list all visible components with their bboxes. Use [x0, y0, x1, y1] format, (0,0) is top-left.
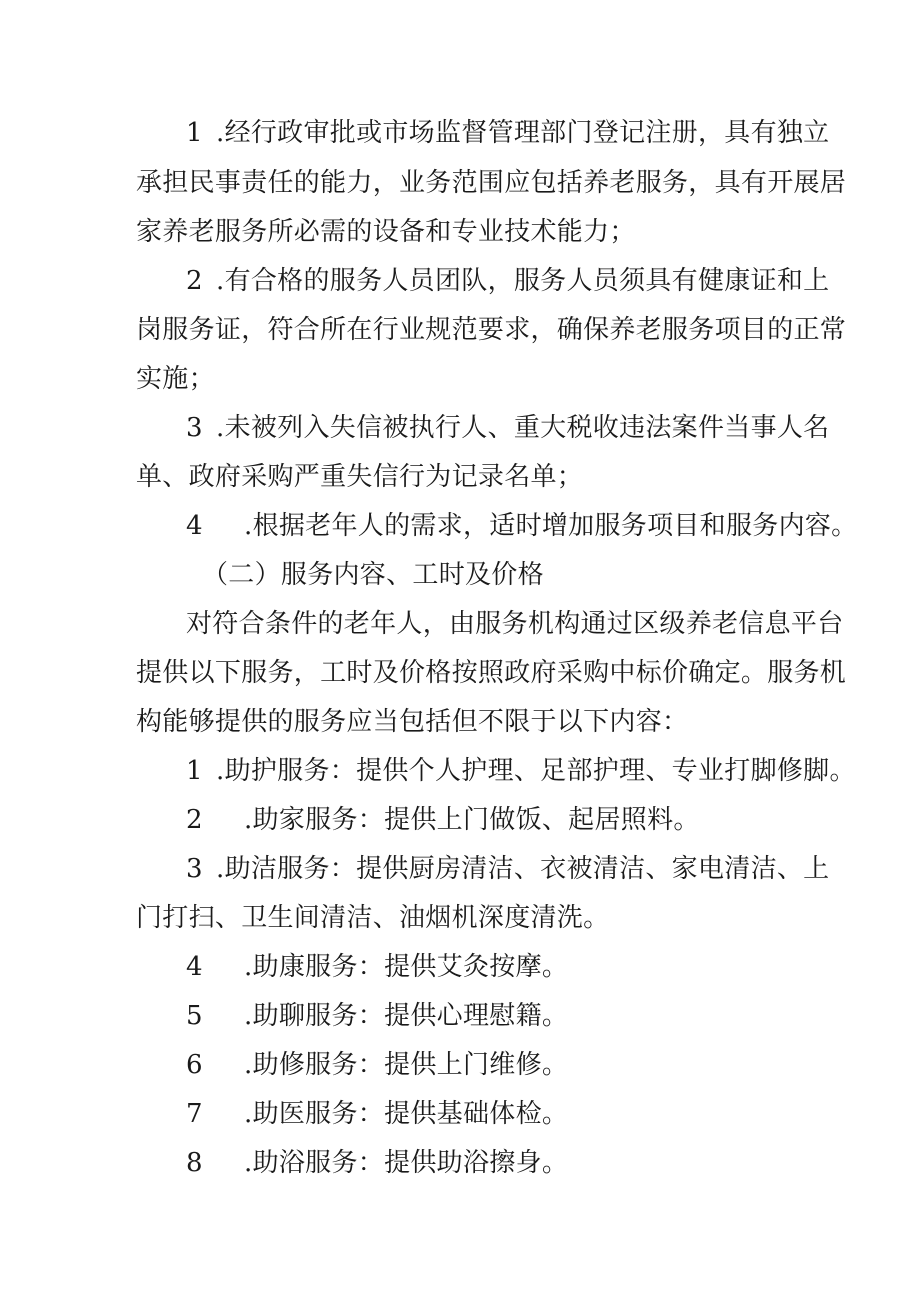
list-number: 1: [186, 756, 203, 786]
list-number: 3: [186, 413, 203, 443]
requirement-3-line-1: [186, 411, 829, 445]
list-number: 1: [186, 118, 203, 148]
requirement-2-line-3: 实施；: [136, 364, 215, 394]
paragraph-text: .未被列入失信被执行人、重大税收违法案件当事人名: [216, 413, 830, 443]
service-text: .助浴服务：提供助浴擦身。: [244, 1148, 569, 1178]
service-text: .助聊服务：提供心理慰籍。: [244, 1001, 569, 1031]
requirement-1-line-2: 承担民事责任的能力，业务范围应包括养老服务，具有开展居: [136, 168, 847, 198]
intro-line-1: 对符合条件的老年人，由服务机构通过区级养老信息平台: [186, 609, 844, 639]
requirement-2-line-1: [186, 264, 829, 298]
list-number: 7: [186, 1099, 203, 1129]
service-2: [186, 803, 700, 837]
section-heading: （二）服务内容、工时及价格: [202, 560, 544, 590]
list-number: 5: [186, 1001, 203, 1031]
service-text: .助医服务：提供基础体检。: [244, 1099, 569, 1129]
requirement-3-line-2: 单、政府采购严重失信行为记录名单；: [136, 462, 584, 492]
list-number: 2: [186, 266, 203, 296]
service-5: [186, 999, 568, 1033]
list-number: 8: [186, 1148, 203, 1178]
service-text: .助家服务：提供上门做饭、起居照料。: [244, 805, 700, 835]
service-text: .助护服务：提供个人护理、足部护理、专业打脚修脚。: [216, 756, 856, 786]
requirement-1-line-1: [186, 116, 829, 150]
service-text: .助修服务：提供上门维修。: [244, 1050, 569, 1080]
paragraph-text: .有合格的服务人员团队，服务人员须具有健康证和上: [216, 266, 830, 296]
intro-line-3: 构能够提供的服务应当包括但不限于以下内容：: [136, 707, 689, 737]
service-8: [186, 1146, 568, 1180]
service-1: [186, 754, 856, 788]
paragraph-text: .经行政审批或市场监督管理部门登记注册，具有独立: [216, 118, 830, 148]
paragraph-text: .根据老年人的需求，适时增加服务项目和服务内容。: [244, 511, 858, 541]
service-6: [186, 1048, 568, 1082]
list-number: 6: [186, 1050, 203, 1080]
service-3-line-2: 门打扫、卫生间清洁、油烟机深度清洗。: [136, 903, 610, 933]
requirement-2-line-2: 岗服务证，符合所在行业规范要求，确保养老服务项目的正常: [136, 315, 847, 345]
service-text: .助洁服务：提供厨房清洁、衣被清洁、家电清洁、上: [216, 854, 830, 884]
list-number: 4: [186, 511, 203, 541]
requirement-1-line-3: 家养老服务所必需的设备和专业技术能力；: [136, 217, 636, 247]
service-7: [186, 1097, 568, 1131]
service-text: .助康服务：提供艾灸按摩。: [244, 952, 569, 982]
intro-line-2: 提供以下服务，工时及价格按照政府采购中标价确定。服务机: [136, 658, 847, 688]
list-number: 4: [186, 952, 203, 982]
requirement-4-line-1: [186, 509, 857, 543]
service-4: [186, 950, 568, 984]
list-number: 3: [186, 854, 203, 884]
list-number: 2: [186, 805, 203, 835]
service-3-line-1: [186, 852, 829, 886]
